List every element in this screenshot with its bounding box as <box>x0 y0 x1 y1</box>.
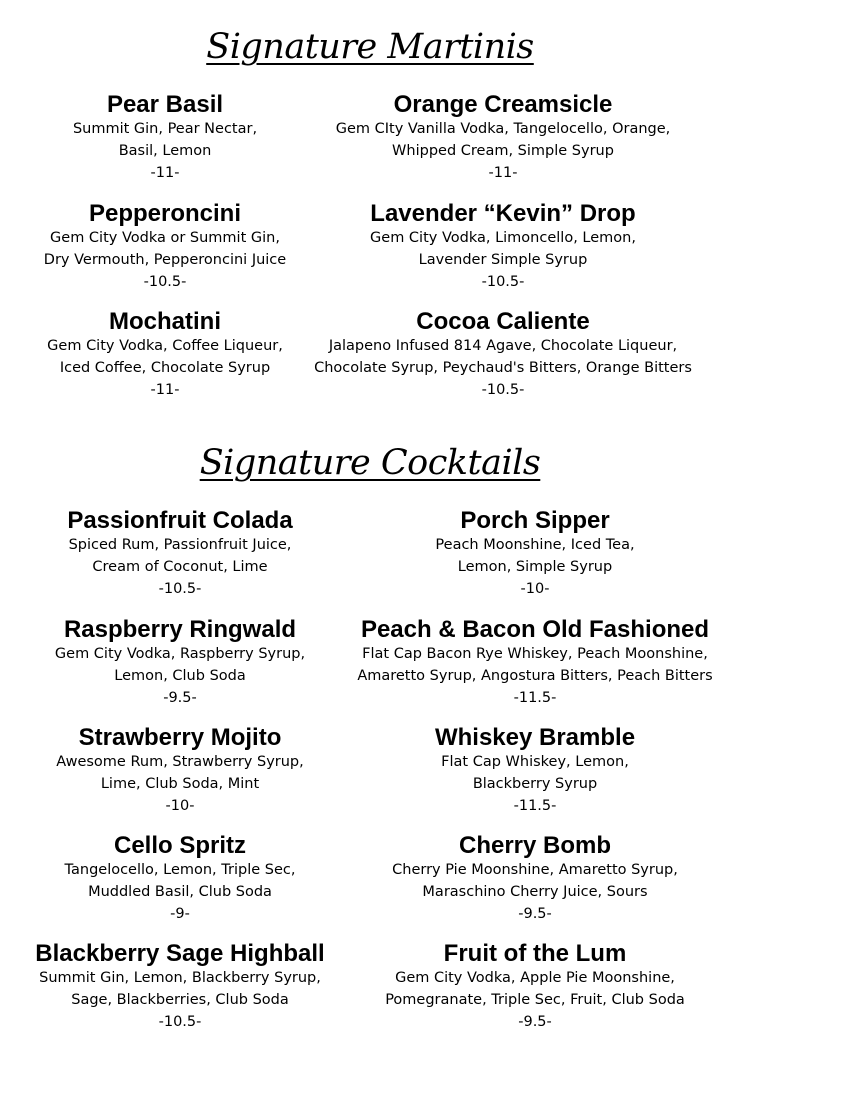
item-price: -10.5- <box>481 382 525 398</box>
item-description <box>435 751 635 795</box>
item-description <box>65 859 296 903</box>
ingredients-line: Flat Cap Whiskey, Lemon, <box>441 754 629 770</box>
ingredients-line: Gem City Vodka, Raspberry Syrup, <box>54 646 306 662</box>
item-description <box>47 335 283 379</box>
ingredients-line: Gem City Vodka, Coffee Liqueur, <box>47 338 283 354</box>
ingredients-line: Iced Coffee, Chocolate Syrup <box>59 360 271 376</box>
item-price: -10.5- <box>158 1014 202 1030</box>
menu-item <box>44 201 286 293</box>
item-description <box>336 118 671 162</box>
ingredients-line: Chocolate Syrup, Peychaud's Bitters, Orange Bitters <box>314 360 692 376</box>
ingredients-line: Whipped Cream, Simple Syrup <box>392 143 614 159</box>
menu-item <box>314 309 692 401</box>
item-name: Mochatini <box>109 308 221 335</box>
item-description <box>55 643 305 687</box>
item-price: -9- <box>170 906 190 922</box>
menu-item <box>435 725 635 817</box>
item-name: Pepperoncini <box>88 200 242 227</box>
item-price: -11- <box>150 382 180 398</box>
item-name: Blackberry Sage Highball <box>35 940 325 967</box>
menu-item <box>336 92 671 184</box>
ingredients-line: Cherry Pie Moonshine, Amaretto Syrup, <box>392 862 678 878</box>
item-name: Fruit of the Lum <box>443 940 627 967</box>
menu-item <box>55 617 305 709</box>
ingredients-line: Awesome Rum, Strawberry Syrup, <box>56 754 304 770</box>
ingredients-line: Jalapeno Infused 814 Agave, Chocolate Liqueur, <box>328 338 678 354</box>
item-name: Cello Spritz <box>113 832 246 859</box>
item-description <box>314 335 692 379</box>
menu-item <box>65 833 296 925</box>
item-price: -9.5- <box>163 690 197 706</box>
ingredients-line: Lemon, Club Soda <box>114 668 246 684</box>
ingredients-line: Peach Moonshine, Iced Tea, <box>435 537 635 553</box>
item-name: Strawberry Mojito <box>78 724 282 751</box>
cocktails-title: Signature Cocktails <box>199 443 541 483</box>
item-description <box>35 967 324 1011</box>
ingredients-line: Lavender Simple Syrup <box>418 252 588 268</box>
item-description <box>435 534 634 578</box>
ingredients-line: Gem City Vodka, Limoncello, Lemon, <box>370 230 636 246</box>
item-name: Passionfruit Colada <box>67 507 293 534</box>
menu-item <box>56 725 303 817</box>
item-description <box>370 227 636 271</box>
item-description <box>44 227 286 271</box>
item-description <box>392 859 678 903</box>
ingredients-line: Maraschino Cherry Juice, Sours <box>422 884 648 900</box>
item-price: -11.5- <box>513 798 557 814</box>
item-price: -10- <box>520 581 550 597</box>
martinis-title: Signature Martinis <box>206 27 534 67</box>
ingredients-line: Spiced Rum, Passionfruit Juice, <box>68 537 292 553</box>
ingredients-line: Amaretto Syrup, Angostura Bitters, Peach Bitters <box>357 668 713 684</box>
menu-item <box>67 508 292 600</box>
item-price: -9.5- <box>518 906 552 922</box>
ingredients-line: Flat Cap Bacon Rye Whiskey, Peach Moonshine, <box>362 646 708 662</box>
menu-item <box>47 309 283 401</box>
item-price: -11- <box>488 165 518 181</box>
item-name: Raspberry Ringwald <box>63 616 297 643</box>
ingredients-line: Pomegranate, Triple Sec, Fruit, Club Soda <box>385 992 685 1008</box>
item-name: Peach & Bacon Old Fashioned <box>360 616 710 643</box>
item-name: Pear Basil <box>106 91 224 118</box>
menu-item <box>35 941 324 1033</box>
ingredients-line: Muddled Basil, Club Soda <box>88 884 272 900</box>
menu-item <box>392 833 678 925</box>
item-name: Porch Sipper <box>460 507 610 534</box>
item-description <box>67 534 292 578</box>
item-price: -10.5- <box>481 274 525 290</box>
ingredients-line: Lemon, Simple Syrup <box>457 559 613 575</box>
item-price: -10.5- <box>158 581 202 597</box>
item-name: Lavender “Kevin” Drop <box>370 200 636 227</box>
ingredients-line: Basil, Lemon <box>118 143 212 159</box>
ingredients-line: Blackberry Syrup <box>472 776 598 792</box>
ingredients-line: Lime, Club Soda, Mint <box>100 776 260 792</box>
item-price: -10.5- <box>143 274 187 290</box>
ingredients-line: Tangelocello, Lemon, Triple Sec, <box>64 862 296 878</box>
ingredients-line: Gem City Vodka, Apple Pie Moonshine, <box>395 970 675 986</box>
item-price: -11- <box>150 165 180 181</box>
menu-item <box>385 941 685 1033</box>
menu-item <box>435 508 634 600</box>
ingredients-line: Cream of Coconut, Lime <box>92 559 268 575</box>
item-name: Cocoa Caliente <box>416 308 590 335</box>
item-price: -9.5- <box>518 1014 552 1030</box>
item-description <box>73 118 257 162</box>
ingredients-line: Dry Vermouth, Pepperoncini Juice <box>43 252 287 268</box>
item-name: Whiskey Bramble <box>434 724 636 751</box>
ingredients-line: Summit Gin, Lemon, Blackberry Syrup, <box>39 970 321 986</box>
ingredients-line: Gem City Vodka or Summit Gin, <box>50 230 280 246</box>
item-name: Cherry Bomb <box>458 832 612 859</box>
menu-item <box>370 201 636 293</box>
ingredients-line: Sage, Blackberries, Club Soda <box>71 992 289 1008</box>
item-name: Orange Creamsicle <box>393 91 613 118</box>
item-description <box>56 751 303 795</box>
ingredients-line: Gem CIty Vanilla Vodka, Tangelocello, Orange, <box>335 121 671 137</box>
menu-item <box>357 617 712 709</box>
menu-item <box>73 92 257 184</box>
item-price: -10- <box>165 798 195 814</box>
item-description <box>385 967 685 1011</box>
ingredients-line: Summit Gin, Pear Nectar, <box>72 121 258 137</box>
item-price: -11.5- <box>513 690 557 706</box>
item-description <box>357 643 712 687</box>
